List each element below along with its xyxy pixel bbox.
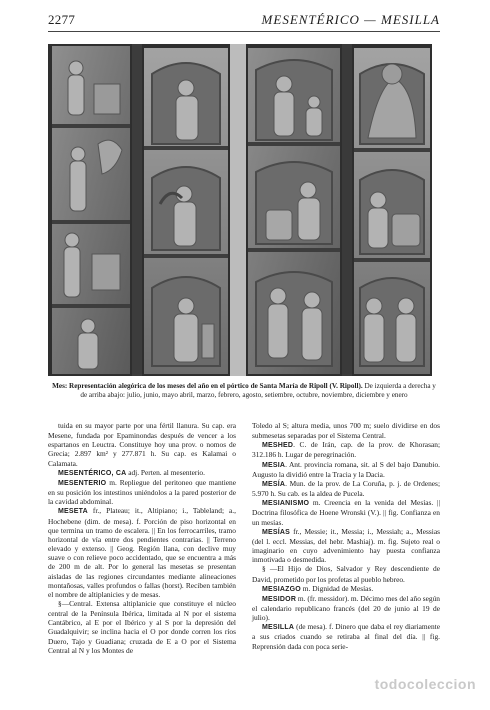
page-header (48, 12, 440, 30)
entry-paragraph: MESILLA (de mesa). f. Dinero que daba el rey diariamente a sus criados cuando se retiraba al final del día. || fig. Reprensión dada con poca serie- (252, 622, 440, 651)
figure-caption (48, 382, 440, 400)
entry-paragraph: MESETA fr., Plateau; it., Altipiano; i., Tableland; a., Hochebene (dim. de mesa). f. Porción de piso horizontal en que termina un tramo de escalera. || En los ferrocarriles, tramo horizontal de vía entre dos pendientes contrarias. || Terreno elevado y extenso. || Geog. Región llana, con declive muy suave o con relieve poco accidentado, que se encuentra a más de 200 m de alt. Por lo general las mesetas se presentan aisladas de las regiones circundantes mediante alineaciones montañosas, valles profundos o fallas (horst). Reciben también el nombre de altiplanicies y de mesas. (48, 506, 236, 599)
entry-headword: MESILLA (262, 624, 295, 632)
running-title: MESENTÉRICO — MESILLA (261, 12, 440, 27)
caption-lead: Mes: Representación alegórica de los meses del año en el pórtico de Santa María de Ripoll (V. Ripoll). (52, 382, 363, 390)
left-text-column (48, 421, 236, 655)
entry-headword: MESENTÉRICO, CA (58, 469, 127, 477)
entry-paragraph: MESENTÉRICO, CA adj. Perten. al mesenterio. (58, 467, 205, 477)
entry-headword: MESÍAS (262, 528, 291, 536)
entry-headword: MESIA (262, 461, 286, 469)
entry-paragraph: tuida en su mayor parte por una fértil llanura. Su cap. era Mesene, fundada por Epaminondas después de vencer a los espartanos en Leuctra. Constituye hoy una prov. o nomos de Grecia; 2.897 km² y 277.871 h. Su cap. es Kalamai o Calamata. (48, 421, 236, 468)
entry-paragraph: Toledo al S; altura media, unos 700 m; suelo dividirse en dos submesetas separadas por el Sistema Central. (252, 421, 440, 441)
watermark-logo: todocoleccion (374, 676, 476, 692)
entry-paragraph: MESIDOR m. (fr. messidor). m. Décimo mes del año según el calendario republicano francés (del 20 de junio al 19 de julio). (252, 593, 440, 623)
entry-headword: MESIAZGO (262, 585, 301, 593)
entry-paragraph: MESIA. Ant. provincia romana, sit. al S del bajo Danubio. Augusto la dividió entre la Tracia y la Dacia. (252, 459, 440, 479)
romanesque-months-relief-photo (48, 44, 432, 376)
entry-paragraph: MESÍA. Mun. de la prov. de La Coruña, p. j. de Ordenes; 5.970 h. Su cab. es la aldea de Pucela. (252, 478, 440, 499)
entry-headword: MESHED (262, 442, 294, 450)
entry-headword: MESETA (58, 508, 88, 516)
entry-paragraph: § —El Hijo de Dios, Salvador y Rey descendiente de David, prometido por los profetas al pueblo hebreo. (252, 564, 440, 584)
entry-paragraph: MESENTERIO m. Repliegue del peritoneo que mantiene en su posición los intestinos uniéndolos a la pared posterior de la cavidad abdominal. (48, 477, 236, 507)
entry-headword: MESÍA (262, 480, 286, 488)
page-number: 2277 (48, 12, 76, 27)
entry-paragraph: §—Central. Extensa altiplanicie que constituye el núcleo central de la Península Ibérica, limitada al N por el sistema Cantábrico, al E por el Ibérico y al S por la depresión del Guadalquivir; se inclina hacia el O por donde corren los ríos Duero, Tajo y Guadiana; cruzada de E a O por el Sistema Central al N y los Montes de (48, 598, 236, 655)
entry-headword: MESENTERIO (58, 479, 107, 487)
right-text-column (252, 421, 440, 651)
entry-headword: MESIANISMO (262, 500, 310, 508)
entry-paragraph: MESIANISMO m. Creencia en la venida del Mesías. || Doctrina filosófica de Hoene Wronski (V.). || fig. Confianza en un mesías. (252, 498, 440, 527)
relief-photo (48, 44, 432, 376)
entry-paragraph: MESHED. C. de Irán, cap. de la prov. de Khorasan; 312.186 h. Lugar de peregrinación. (252, 440, 440, 460)
entry-paragraph: MESIAZGO m. Dignidad de Mesías. (262, 583, 374, 593)
caption-rest: De izquierda a derecha y de arriba abajo: julio, junio, mayo abril, marzo, febrero, agosto, setiembre, octubre, noviembre, diciembre y enero (80, 382, 436, 399)
entry-paragraph: MESÍAS fr., Messie; it., Messia; i., Messiah; a., Messias (del l. eccl. Messias, del hebr. Mashiaj). m. fig. Sujeto real o imaginario en cuyo advenimiento hay puesta confianza inmotivada o desmedida. (252, 526, 440, 565)
header-rule (48, 31, 440, 32)
entry-headword: MESIDOR (262, 595, 297, 603)
